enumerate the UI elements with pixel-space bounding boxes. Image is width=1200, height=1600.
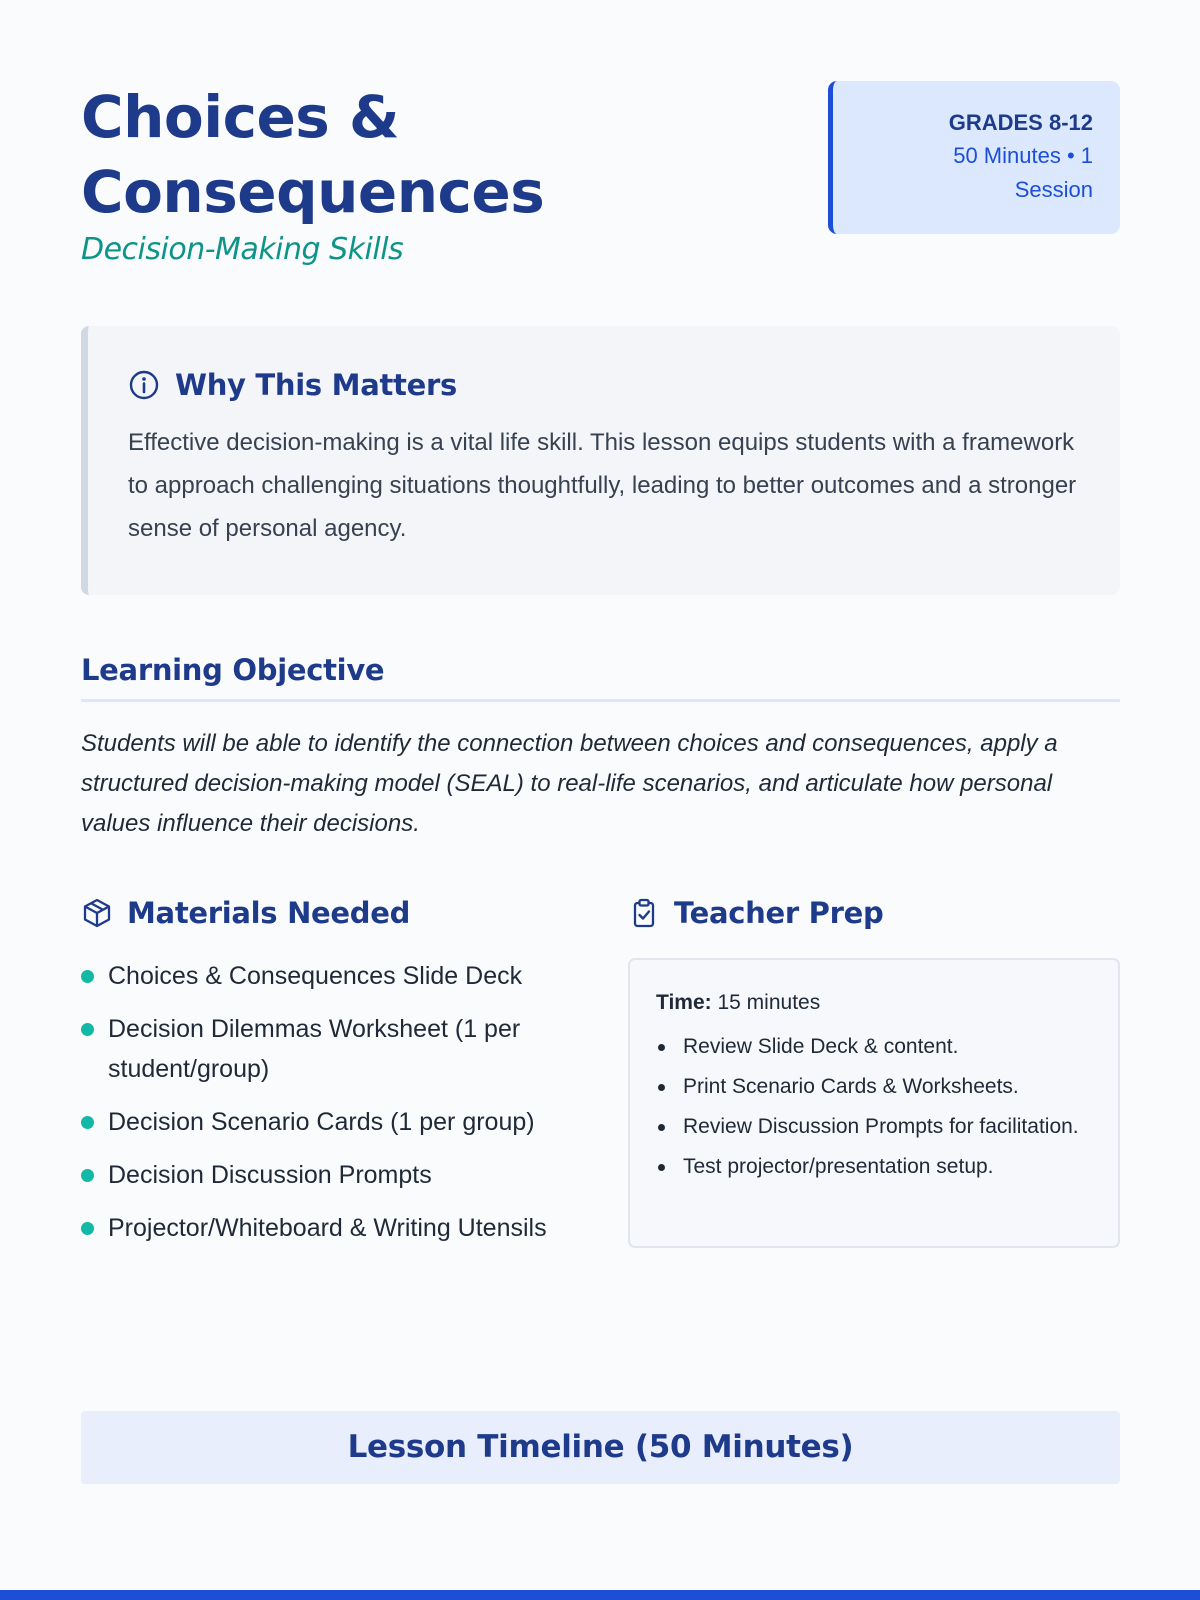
list-item	[81, 1208, 628, 1248]
why-heading: Why This Matters	[175, 368, 457, 402]
list-item	[81, 1009, 628, 1089]
bottom-accent-bar	[0, 1590, 1200, 1600]
material-text: Choices & Consequences Slide Deck	[108, 962, 523, 990]
materials-list	[81, 956, 628, 1248]
clipboard-check-icon	[628, 897, 660, 929]
title-block	[81, 80, 681, 267]
material-text: Projector/Whiteboard & Writing Utensils	[108, 1214, 547, 1242]
materials-heading-row	[81, 892, 628, 934]
lesson-title-line2: Consequences	[81, 158, 545, 226]
list-item: Print Scenario Cards & Worksheets.	[656, 1070, 1092, 1104]
prep-heading: Teacher Prep	[674, 896, 884, 930]
lesson-header	[81, 80, 1120, 267]
prep-checklist	[656, 1030, 1092, 1184]
bullet-dot	[81, 1023, 94, 1036]
materials-prep-columns	[81, 892, 1120, 1261]
session-duration: 50 Minutes • 1 Session	[953, 143, 1093, 202]
prep-heading-row	[628, 892, 1120, 934]
why-this-matters-callout	[81, 326, 1120, 595]
learning-objective-text: Students will be able to identify the connection between choices and consequences, apply a structured decision-making model (SEAL) to real-life scenarios, and articulate how personal values influence their decisions.	[81, 730, 1058, 837]
info-icon	[128, 369, 160, 401]
material-text: Decision Dilemmas Worksheet (1 per student/group)	[108, 1015, 521, 1083]
lesson-subtitle: Decision-Making Skills	[81, 232, 404, 267]
lesson-title	[81, 80, 681, 230]
list-item	[81, 1155, 628, 1195]
bullet-dot	[81, 1169, 94, 1182]
learning-objective-heading: Learning Objective	[81, 653, 385, 687]
grade-level: GRADES 8-12	[948, 110, 1093, 135]
learning-objective-header	[81, 653, 1120, 702]
materials-heading: Materials Needed	[127, 896, 411, 930]
lesson-plan-page	[81, 80, 1120, 1261]
material-text: Decision Discussion Prompts	[108, 1161, 432, 1189]
why-heading-row	[128, 368, 1080, 402]
grade-info-card	[828, 81, 1120, 234]
list-item	[81, 956, 628, 996]
prep-time	[656, 988, 1092, 1018]
bullet-dot	[81, 970, 94, 983]
teacher-prep-card	[628, 958, 1120, 1248]
materials-section	[81, 892, 628, 1261]
list-item: Review Discussion Prompts for facilitation.	[656, 1110, 1092, 1144]
bullet-dot	[81, 1116, 94, 1129]
list-item: Review Slide Deck & content.	[656, 1030, 1092, 1064]
list-item	[81, 1102, 628, 1142]
lesson-timeline-heading: Lesson Timeline (50 Minutes)	[81, 1411, 1120, 1484]
list-item: Test projector/presentation setup.	[656, 1150, 1092, 1184]
box-icon	[81, 897, 113, 929]
why-body-text: Effective decision-making is a vital life skill. This lesson equips students with a framework to approach challenging situations thoughtfully, leading to better outcomes and a stronger sense of personal agency.	[128, 429, 1077, 542]
lesson-title-line1: Choices &	[81, 83, 400, 151]
material-text: Decision Scenario Cards (1 per group)	[108, 1108, 535, 1136]
teacher-prep-section	[628, 892, 1120, 1261]
prep-time-value: 15 minutes	[717, 991, 821, 1014]
prep-time-label: Time:	[656, 991, 712, 1014]
bullet-dot	[81, 1222, 94, 1235]
